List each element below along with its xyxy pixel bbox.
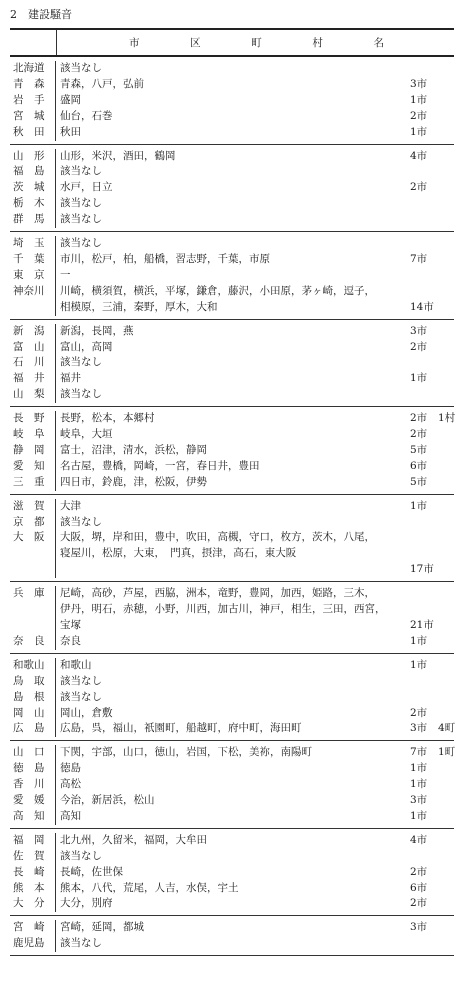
- prefecture-group: [10, 582, 454, 654]
- prefecture-name: 岩 手: [10, 93, 56, 109]
- city-list: 和歌山: [60, 658, 92, 671]
- table-row: [10, 586, 454, 602]
- prefecture-name: 静 岡: [10, 443, 56, 459]
- prefecture-name: 北海道: [10, 61, 56, 77]
- city-list: 新潟，長岡，燕: [60, 324, 134, 337]
- prefecture-name: 群 馬: [10, 212, 56, 228]
- city-list: 該当なし: [60, 237, 102, 250]
- prefecture-name: 岐 阜: [10, 427, 56, 443]
- prefecture-name: 石 川: [10, 355, 56, 371]
- city-list: 該当なし: [60, 197, 102, 210]
- prefecture-name: 奈 良: [10, 634, 56, 650]
- table-row: [10, 721, 454, 737]
- city-list: 名古屋，豊橋，岡崎，一宮，春日井，豊田: [60, 459, 260, 472]
- table-row: [10, 164, 454, 180]
- city-list: 該当なし: [60, 937, 102, 950]
- city-list: 該当なし: [60, 674, 102, 687]
- table-row: [10, 371, 454, 387]
- prefecture-name: 大 阪: [10, 530, 56, 546]
- table-row: [10, 236, 454, 252]
- table-row: [10, 196, 454, 212]
- prefecture-name: 福 島: [10, 164, 56, 180]
- table-row: [10, 125, 454, 141]
- table-row: [10, 881, 454, 897]
- table-row: [10, 761, 454, 777]
- prefecture-name: [10, 562, 56, 578]
- prefecture-name: 山 梨: [10, 387, 56, 403]
- table-row: [10, 443, 454, 459]
- city-count: 1市: [410, 658, 428, 671]
- city-count: 2市: [410, 706, 428, 719]
- prefecture-name: 和歌山: [10, 658, 56, 674]
- table-row: [10, 427, 454, 443]
- prefecture-name: 千 葉: [10, 252, 56, 268]
- city-count: 2市: [410, 865, 428, 878]
- table-row: [10, 674, 454, 690]
- prefecture-name: 福 井: [10, 371, 56, 387]
- prefecture-group: [10, 407, 454, 495]
- prefecture-name: 神奈川: [10, 284, 56, 300]
- city-count: 14市: [410, 300, 434, 313]
- city-list: 青森，八戸，弘前: [60, 77, 144, 90]
- city-list: 大津: [60, 499, 81, 512]
- city-list: 長野，松本，本郷村: [60, 412, 155, 425]
- table-row: [10, 499, 454, 515]
- city-list: 該当なし: [60, 356, 102, 369]
- city-count: 6市: [410, 881, 428, 894]
- table-row: [10, 706, 454, 722]
- prefecture-group: [10, 829, 454, 917]
- city-count: 2市: [410, 897, 428, 910]
- town-village-count: 1村: [438, 412, 456, 425]
- table-row: [10, 252, 454, 268]
- city-list: 該当なし: [60, 213, 102, 226]
- city-count: 7市: [410, 252, 428, 265]
- city-list: 伊丹，明石，赤穂，小野，川西，加古川，神戸，相生，三田，西宮，: [60, 603, 386, 616]
- city-count: 4市: [410, 149, 428, 162]
- city-list: 該当なし: [60, 849, 102, 862]
- prefecture-name: 三 重: [10, 475, 56, 491]
- city-count: 1市: [410, 778, 428, 791]
- prefecture-name: 鹿児島: [10, 936, 56, 952]
- table-row: [10, 340, 454, 356]
- prefecture-name: 宮 城: [10, 109, 56, 125]
- table-row: [10, 777, 454, 793]
- town-village-count: 1町: [438, 746, 456, 759]
- city-list: 秋田: [60, 125, 81, 138]
- city-list: 宝塚: [60, 618, 81, 631]
- city-count: 1市: [410, 634, 428, 647]
- table-row: [10, 690, 454, 706]
- prefecture-name: 山 形: [10, 149, 56, 165]
- prefecture-name: 佐 賀: [10, 849, 56, 865]
- table-row: [10, 300, 454, 316]
- prefecture-name: 富 山: [10, 340, 56, 356]
- prefecture-name: 広 島: [10, 721, 56, 737]
- city-count: 2市: [410, 109, 428, 122]
- city-count: 1市: [410, 809, 428, 822]
- city-list: 一: [60, 268, 71, 281]
- city-list: 該当なし: [60, 388, 102, 401]
- city-list: 富士，沼津，清水，浜松，静岡: [60, 443, 207, 456]
- prefecture-name: 鳥 取: [10, 674, 56, 690]
- city-list: 岐阜，大垣: [60, 428, 113, 441]
- table-row: [10, 920, 454, 936]
- header-city-names: [56, 30, 454, 55]
- prefecture-name: 熊 本: [10, 881, 56, 897]
- prefecture-name: [10, 546, 56, 562]
- prefecture-name: 東 京: [10, 268, 56, 284]
- header-char: 区: [190, 37, 201, 49]
- city-list: 仙台，石巻: [60, 109, 113, 122]
- city-count: 2市: [410, 412, 428, 425]
- city-count: 3市: [410, 77, 428, 90]
- table-row: [10, 212, 454, 228]
- header-char: 村: [312, 37, 323, 49]
- table-row: [10, 77, 454, 93]
- city-list: 宮崎，延岡，都城: [60, 921, 144, 934]
- city-list: 福井: [60, 372, 81, 385]
- city-list: 高松: [60, 778, 81, 791]
- table-row: [10, 387, 454, 403]
- prefecture-name: 宮 崎: [10, 920, 56, 936]
- prefecture-group: [10, 916, 454, 956]
- table-row: [10, 180, 454, 196]
- city-list: 高知: [60, 809, 81, 822]
- table-row: [10, 833, 454, 849]
- city-count: 2市: [410, 181, 428, 194]
- city-list: 盛岡: [60, 93, 81, 106]
- prefecture-name: 長 崎: [10, 865, 56, 881]
- table-row: [10, 475, 454, 491]
- table-row: [10, 634, 454, 650]
- city-count: 3市: [410, 794, 428, 807]
- table-row: [10, 745, 454, 761]
- prefecture-name: [10, 300, 56, 316]
- table-row: [10, 849, 454, 865]
- table-row: [10, 324, 454, 340]
- city-list: 富山，高岡: [60, 340, 113, 353]
- prefecture-name: 大 分: [10, 896, 56, 912]
- city-count: 6市: [410, 459, 428, 472]
- prefecture-group: [10, 320, 454, 408]
- prefecture-group: [10, 741, 454, 829]
- table-row: [10, 602, 454, 618]
- prefecture-name: 愛 媛: [10, 793, 56, 809]
- table-row: [10, 865, 454, 881]
- table-row: [10, 284, 454, 300]
- town-village-count: 4町: [438, 722, 456, 735]
- city-count: 1市: [410, 372, 428, 385]
- prefecture-name: 青 森: [10, 77, 56, 93]
- city-list: 奈良: [60, 634, 81, 647]
- prefecture-name: 徳 島: [10, 761, 56, 777]
- table-header: [10, 28, 454, 57]
- city-count: 3市: [410, 921, 428, 934]
- table-row: [10, 268, 454, 284]
- prefecture-name: 茨 城: [10, 180, 56, 196]
- prefecture-name: 高 知: [10, 809, 56, 825]
- city-count: 1市: [410, 125, 428, 138]
- city-list: 大分，別府: [60, 897, 113, 910]
- city-list: 熊本，八代，荒尾，人吉，水俣，宇土: [60, 881, 239, 894]
- table-row: [10, 658, 454, 674]
- prefecture-name: 滋 賀: [10, 499, 56, 515]
- prefecture-name: 栃 木: [10, 196, 56, 212]
- city-count: 2市: [410, 340, 428, 353]
- header-char: 名: [373, 37, 384, 49]
- prefecture-group: [10, 145, 454, 233]
- city-count: 5市: [410, 475, 428, 488]
- table-body: [10, 57, 454, 956]
- table-row: [10, 618, 454, 634]
- table-row: [10, 109, 454, 125]
- city-count: 17市: [410, 563, 434, 576]
- prefecture-group: [10, 495, 454, 583]
- prefecture-name: 新 潟: [10, 324, 56, 340]
- table-row: [10, 93, 454, 109]
- city-list: 大阪，堺，岸和田，豊中，吹田，高槻，守口，枚方，茨木，八尾，: [60, 531, 375, 544]
- city-count: 3市: [410, 722, 428, 735]
- table-row: [10, 546, 454, 562]
- prefecture-group: [10, 57, 454, 145]
- city-count: 4市: [410, 833, 428, 846]
- table-row: [10, 355, 454, 371]
- city-list: 市川，松戸，柏，船橋，習志野，千葉，市原: [60, 252, 270, 265]
- city-list: 今治，新居浜，松山: [60, 794, 155, 807]
- prefecture-name: 秋 田: [10, 125, 56, 141]
- prefecture-name: 埼 玉: [10, 236, 56, 252]
- table-row: [10, 411, 454, 427]
- prefecture-name: [10, 618, 56, 634]
- city-list: 長崎，佐世保: [60, 865, 123, 878]
- header-char: 市: [129, 37, 140, 49]
- city-list: 水戸，日立: [60, 181, 113, 194]
- table-row: [10, 793, 454, 809]
- prefecture-name: 香 川: [10, 777, 56, 793]
- prefecture-name: [10, 602, 56, 618]
- city-count: 21市: [410, 618, 434, 631]
- city-list: 相模原，三浦，秦野，厚木，大和: [60, 300, 218, 313]
- table-row: [10, 809, 454, 825]
- city-list: 山形，米沢，酒田，鶴岡: [60, 149, 176, 162]
- city-list: 徳島: [60, 762, 81, 775]
- city-list: 該当なし: [60, 165, 102, 178]
- city-count: 1市: [410, 762, 428, 775]
- table-row: [10, 936, 454, 952]
- city-table: [10, 28, 454, 956]
- prefecture-name: 島 根: [10, 690, 56, 706]
- table-row: [10, 896, 454, 912]
- table-row: [10, 530, 454, 546]
- city-list: 尼崎，高砂，芦屋，西脇，洲本，竜野，豊岡，加西，姫路，三木，: [60, 587, 375, 600]
- header-char: 町: [251, 37, 262, 49]
- prefecture-name: 京 都: [10, 515, 56, 531]
- city-count: 2市: [410, 428, 428, 441]
- prefecture-name: 兵 庫: [10, 586, 56, 602]
- city-count: 3市: [410, 324, 428, 337]
- prefecture-group: [10, 232, 454, 320]
- table-row: [10, 562, 454, 578]
- prefecture-name: 福 岡: [10, 833, 56, 849]
- table-row: [10, 459, 454, 475]
- city-count: 7市: [410, 746, 428, 759]
- city-count: 5市: [410, 443, 428, 456]
- city-list: 該当なし: [60, 515, 102, 528]
- prefecture-name: 山 口: [10, 745, 56, 761]
- city-list: 四日市，鈴鹿，津，松阪，伊勢: [60, 475, 207, 488]
- city-list: 該当なし: [60, 690, 102, 703]
- prefecture-name: 長 野: [10, 411, 56, 427]
- table-row: [10, 515, 454, 531]
- table-row: [10, 61, 454, 77]
- prefecture-name: 愛 知: [10, 459, 56, 475]
- city-list: 寝屋川，松原，大東， 門真，摂津，高石，東大阪: [60, 547, 297, 560]
- city-count: 1市: [410, 499, 428, 512]
- city-list: 岡山，倉敷: [60, 706, 113, 719]
- city-list: 該当なし: [60, 62, 102, 74]
- section-title: 2 建設騒音: [10, 8, 72, 21]
- city-list: 北九州，久留米，福岡，大牟田: [60, 833, 207, 846]
- table-row: [10, 149, 454, 165]
- city-count: 1市: [410, 93, 428, 106]
- prefecture-name: 岡 山: [10, 706, 56, 722]
- city-list: 川崎，横須賀，横浜，平塚，鎌倉，藤沢，小田原，茅ヶ崎，逗子，: [60, 284, 375, 297]
- city-list: [56, 562, 454, 578]
- city-list: 下関，宇部，山口，徳山，岩国，下松，美祢，南陽町: [60, 746, 312, 759]
- city-list: 広島，呉，福山，祇園町，船越町，府中町，海田町: [60, 722, 302, 735]
- prefecture-group: [10, 654, 454, 742]
